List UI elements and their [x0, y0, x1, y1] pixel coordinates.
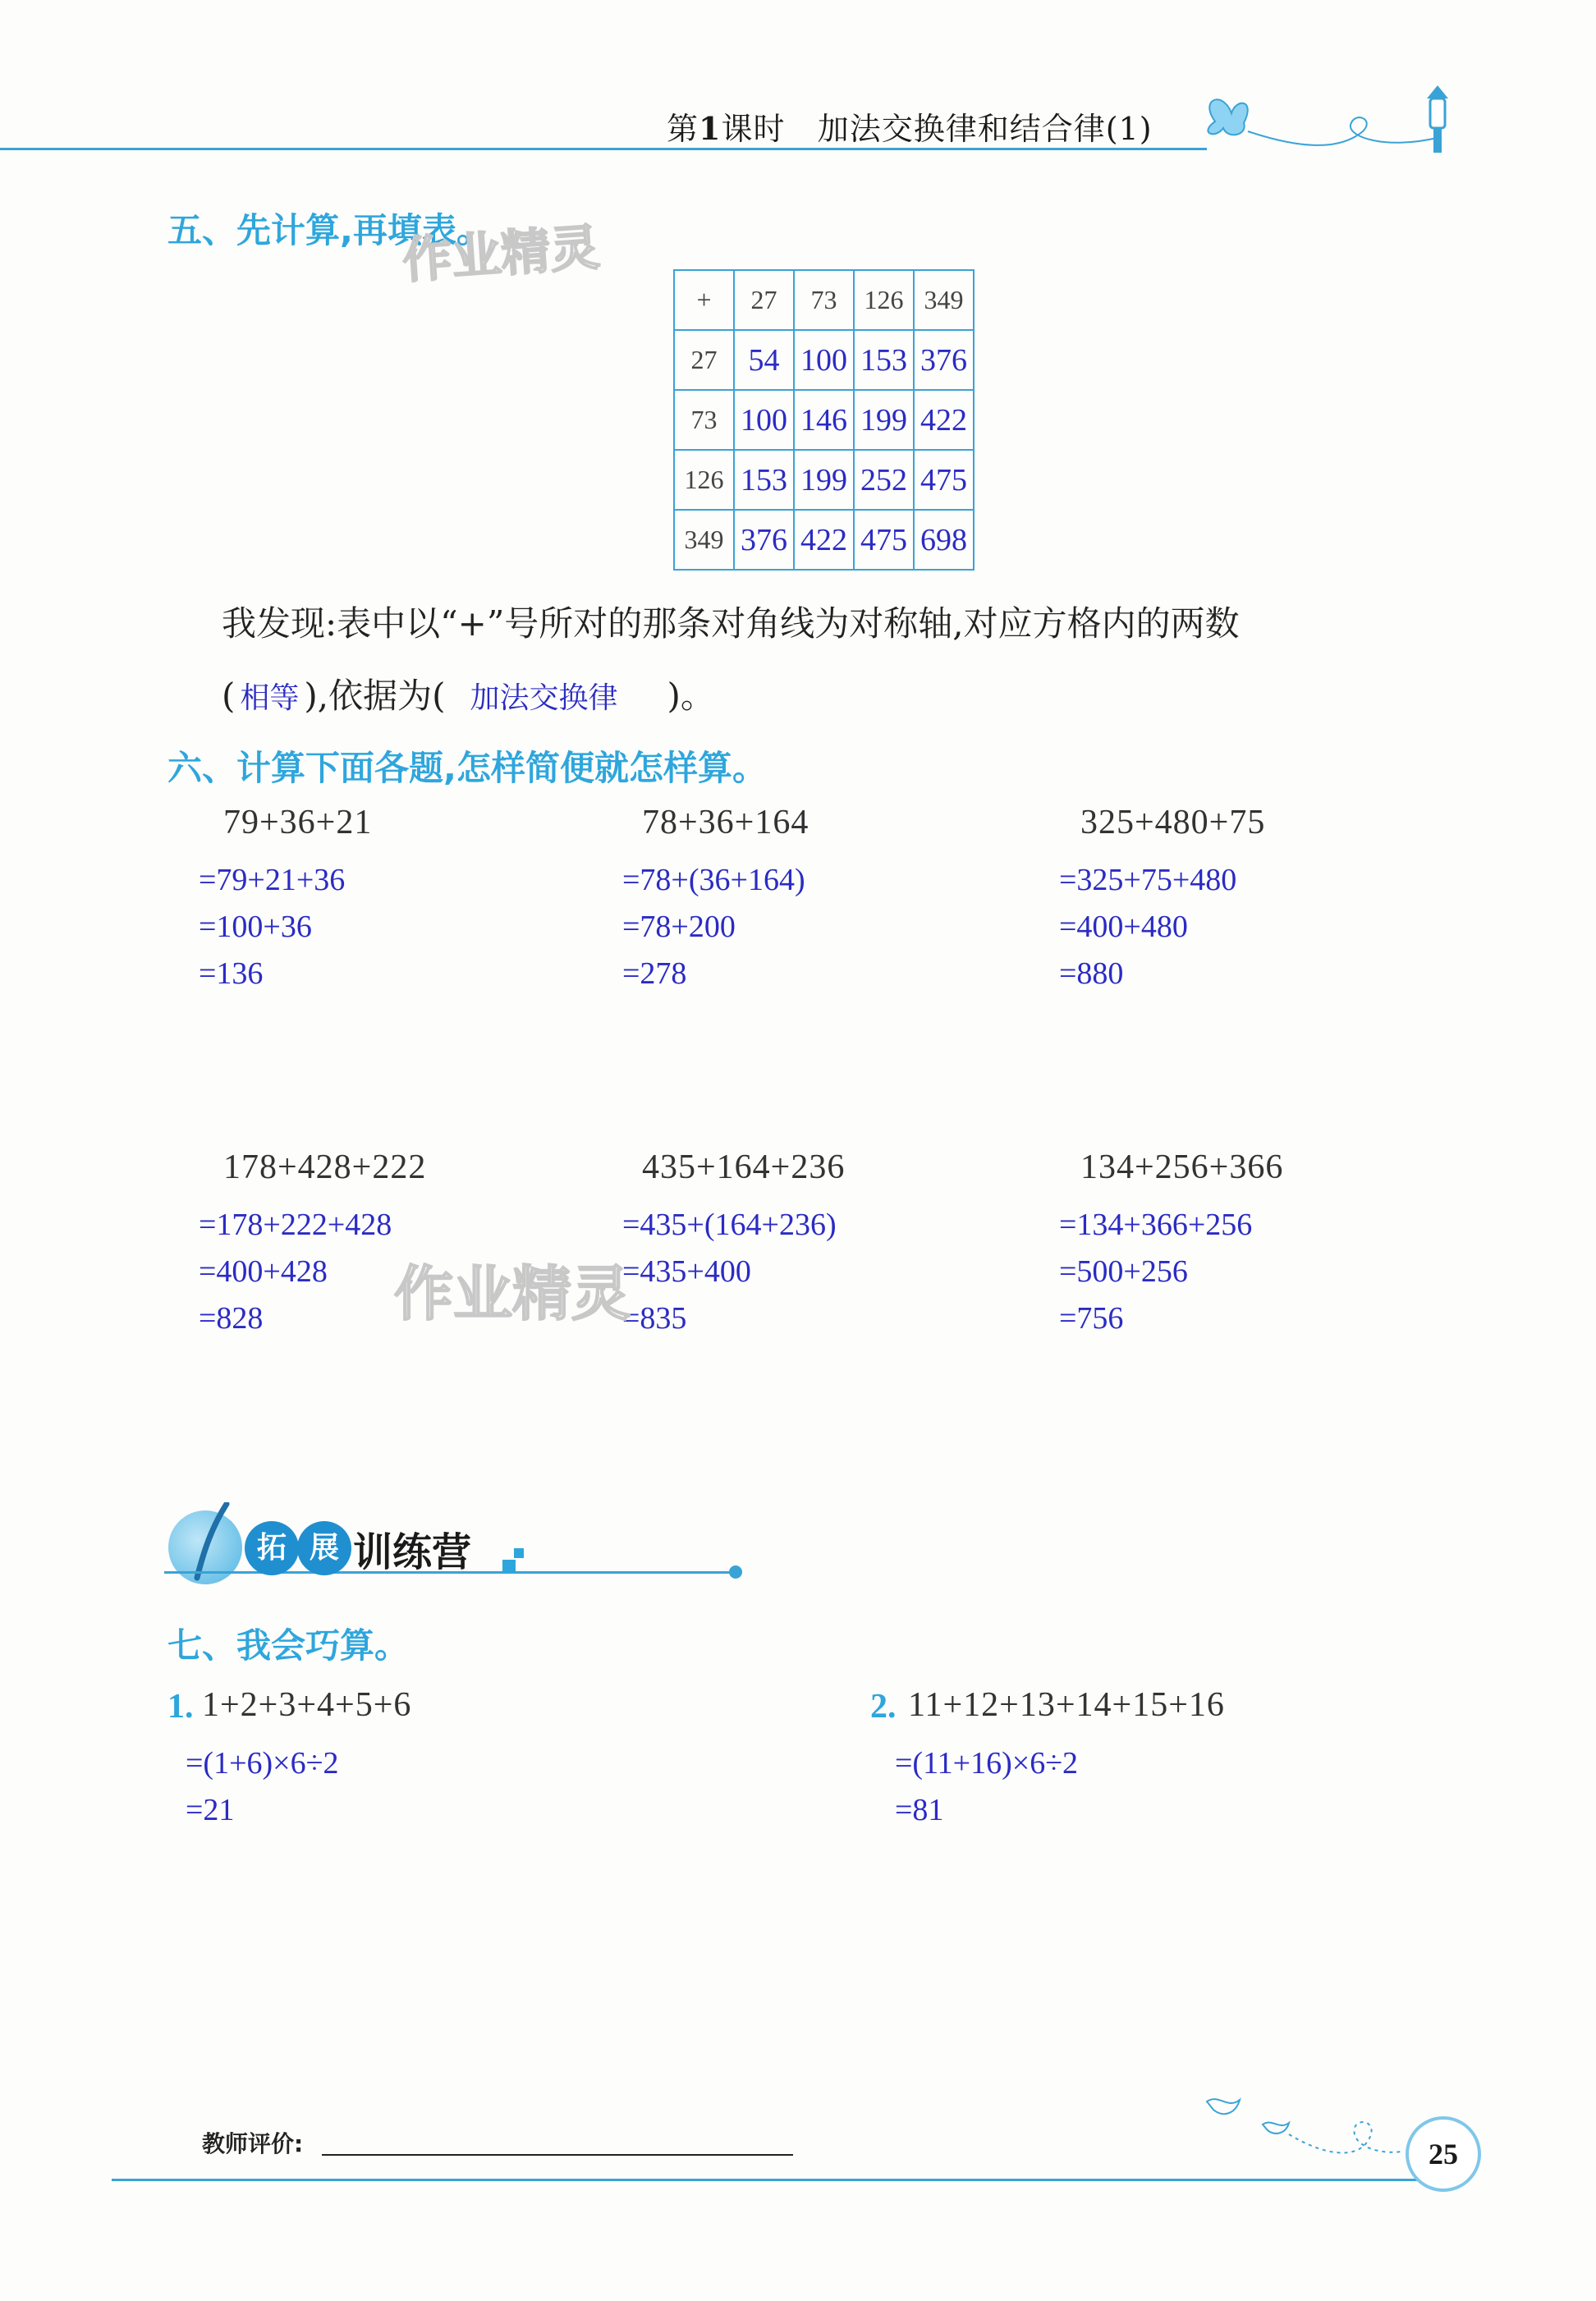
table-row	[674, 330, 974, 390]
table-header-cell: 349	[914, 270, 974, 330]
addition-table	[673, 269, 975, 571]
s6-step: =435+(164+236)	[622, 1208, 837, 1242]
banner-char-2: 展	[297, 1521, 351, 1575]
table-row	[674, 450, 974, 510]
table-header-cell: 126	[854, 270, 914, 330]
finding-line2: ( 相等 ),依据为( 加法交换律 )。	[222, 676, 715, 716]
s6-expression: 78+36+164	[642, 804, 809, 841]
s6-expression: 79+36+21	[223, 804, 373, 841]
s6-step: =134+366+256	[1059, 1208, 1253, 1242]
section5-title: 五、先计算,再填表。	[167, 210, 491, 250]
section6-title: 六、计算下面各题,怎样简便就怎样算。	[167, 748, 767, 788]
s7-expr-1: 1+2+3+4+5+6	[202, 1686, 412, 1724]
s6-step: =435+400	[622, 1254, 751, 1289]
banner-title: 训练营	[353, 1529, 472, 1575]
s7-num-2: 2.	[870, 1688, 897, 1726]
banner-square-icon	[502, 1560, 516, 1573]
s6-expression: 134+256+366	[1080, 1148, 1284, 1186]
birds-icon	[1199, 2085, 1412, 2167]
s6-step: =100+36	[199, 910, 312, 944]
teacher-comment-label: 教师评价:	[202, 2130, 304, 2157]
page-number: 25	[1406, 2116, 1481, 2192]
table-answer-cell[interactable]: 153	[734, 450, 794, 510]
lesson-suffix: 课时	[721, 111, 786, 147]
finding-line1: 我发现:表中以“+”号所对的那条对角线为对称轴,对应方格内的两数	[222, 603, 1240, 644]
answer-equal: 相等	[240, 681, 300, 714]
s6-step: =78+(36+164)	[622, 863, 805, 897]
table-answer-cell[interactable]: 422	[794, 510, 854, 570]
s6-step: =400+428	[199, 1254, 328, 1289]
s6-step: =835	[622, 1301, 687, 1336]
table-answer-cell[interactable]: 475	[914, 450, 974, 510]
table-header-cell: 73	[674, 390, 734, 450]
lesson-prefix: 第	[667, 111, 699, 147]
table-answer-cell[interactable]: 146	[794, 390, 854, 450]
table-answer-cell[interactable]: 199	[794, 450, 854, 510]
table-row	[674, 510, 974, 570]
s7-num-1: 1.	[167, 1688, 194, 1726]
table-header-cell: 126	[674, 450, 734, 510]
table-answer-cell[interactable]: 376	[734, 510, 794, 570]
table-answer-cell[interactable]: 376	[914, 330, 974, 390]
s7-step: =(11+16)×6÷2	[895, 1746, 1079, 1781]
s7-step: =21	[186, 1793, 235, 1827]
table-answer-cell[interactable]: 252	[854, 450, 914, 510]
table-row	[674, 270, 974, 330]
table-row	[674, 390, 974, 450]
s6-expression: 435+164+236	[642, 1148, 846, 1186]
section7-title: 七、我会巧算。	[167, 1625, 410, 1666]
table-answer-cell[interactable]: 199	[854, 390, 914, 450]
table-header-cell: 27	[734, 270, 794, 330]
s6-step: =756	[1059, 1301, 1124, 1336]
table-answer-cell[interactable]: 54	[734, 330, 794, 390]
s7-expr-2: 11+12+13+14+15+16	[908, 1686, 1225, 1724]
banner-dot	[729, 1565, 742, 1579]
table-header-cell: 349	[674, 510, 734, 570]
table-header-cell: 73	[794, 270, 854, 330]
table-answer-cell[interactable]: 100	[734, 390, 794, 450]
s6-step: =500+256	[1059, 1254, 1188, 1289]
banner-square-icon-2	[514, 1548, 524, 1558]
table-answer-cell[interactable]: 153	[854, 330, 914, 390]
s7-step: =(1+6)×6÷2	[186, 1746, 339, 1781]
table-answer-cell[interactable]: 422	[914, 390, 974, 450]
s6-step: =325+75+480	[1059, 863, 1237, 897]
lesson-number: 1	[699, 110, 722, 147]
table-answer-cell[interactable]: 475	[854, 510, 914, 570]
table-answer-cell[interactable]: 100	[794, 330, 854, 390]
butterfly-lamp-icon	[1199, 74, 1461, 164]
s6-step: =136	[199, 956, 264, 991]
s6-expression: 178+428+222	[223, 1148, 427, 1186]
lesson-topic: 加法交换律和结合律(1)	[817, 111, 1153, 147]
table-header-cell: +	[674, 270, 734, 330]
watermark-2: 作业精灵	[394, 1259, 631, 1328]
s6-step: =400+480	[1059, 910, 1188, 944]
answer-law: 加法交换律	[470, 681, 618, 714]
s6-step: =78+200	[622, 910, 736, 944]
s6-expression: 325+480+75	[1080, 804, 1266, 841]
s6-step: =880	[1059, 956, 1124, 991]
banner-char-1: 拓	[245, 1521, 299, 1575]
s7-step: =81	[895, 1793, 944, 1827]
lesson-header	[667, 103, 1153, 149]
table-answer-cell[interactable]: 698	[914, 510, 974, 570]
table-header-cell: 27	[674, 330, 734, 390]
teacher-comment-line[interactable]	[322, 2154, 793, 2156]
s6-step: =79+21+36	[199, 863, 346, 897]
watermark: 作业精灵	[401, 218, 602, 291]
s6-step: =178+222+428	[199, 1208, 392, 1242]
s6-step: =278	[622, 956, 687, 991]
footer-rule	[112, 2179, 1425, 2181]
s6-step: =828	[199, 1301, 264, 1336]
